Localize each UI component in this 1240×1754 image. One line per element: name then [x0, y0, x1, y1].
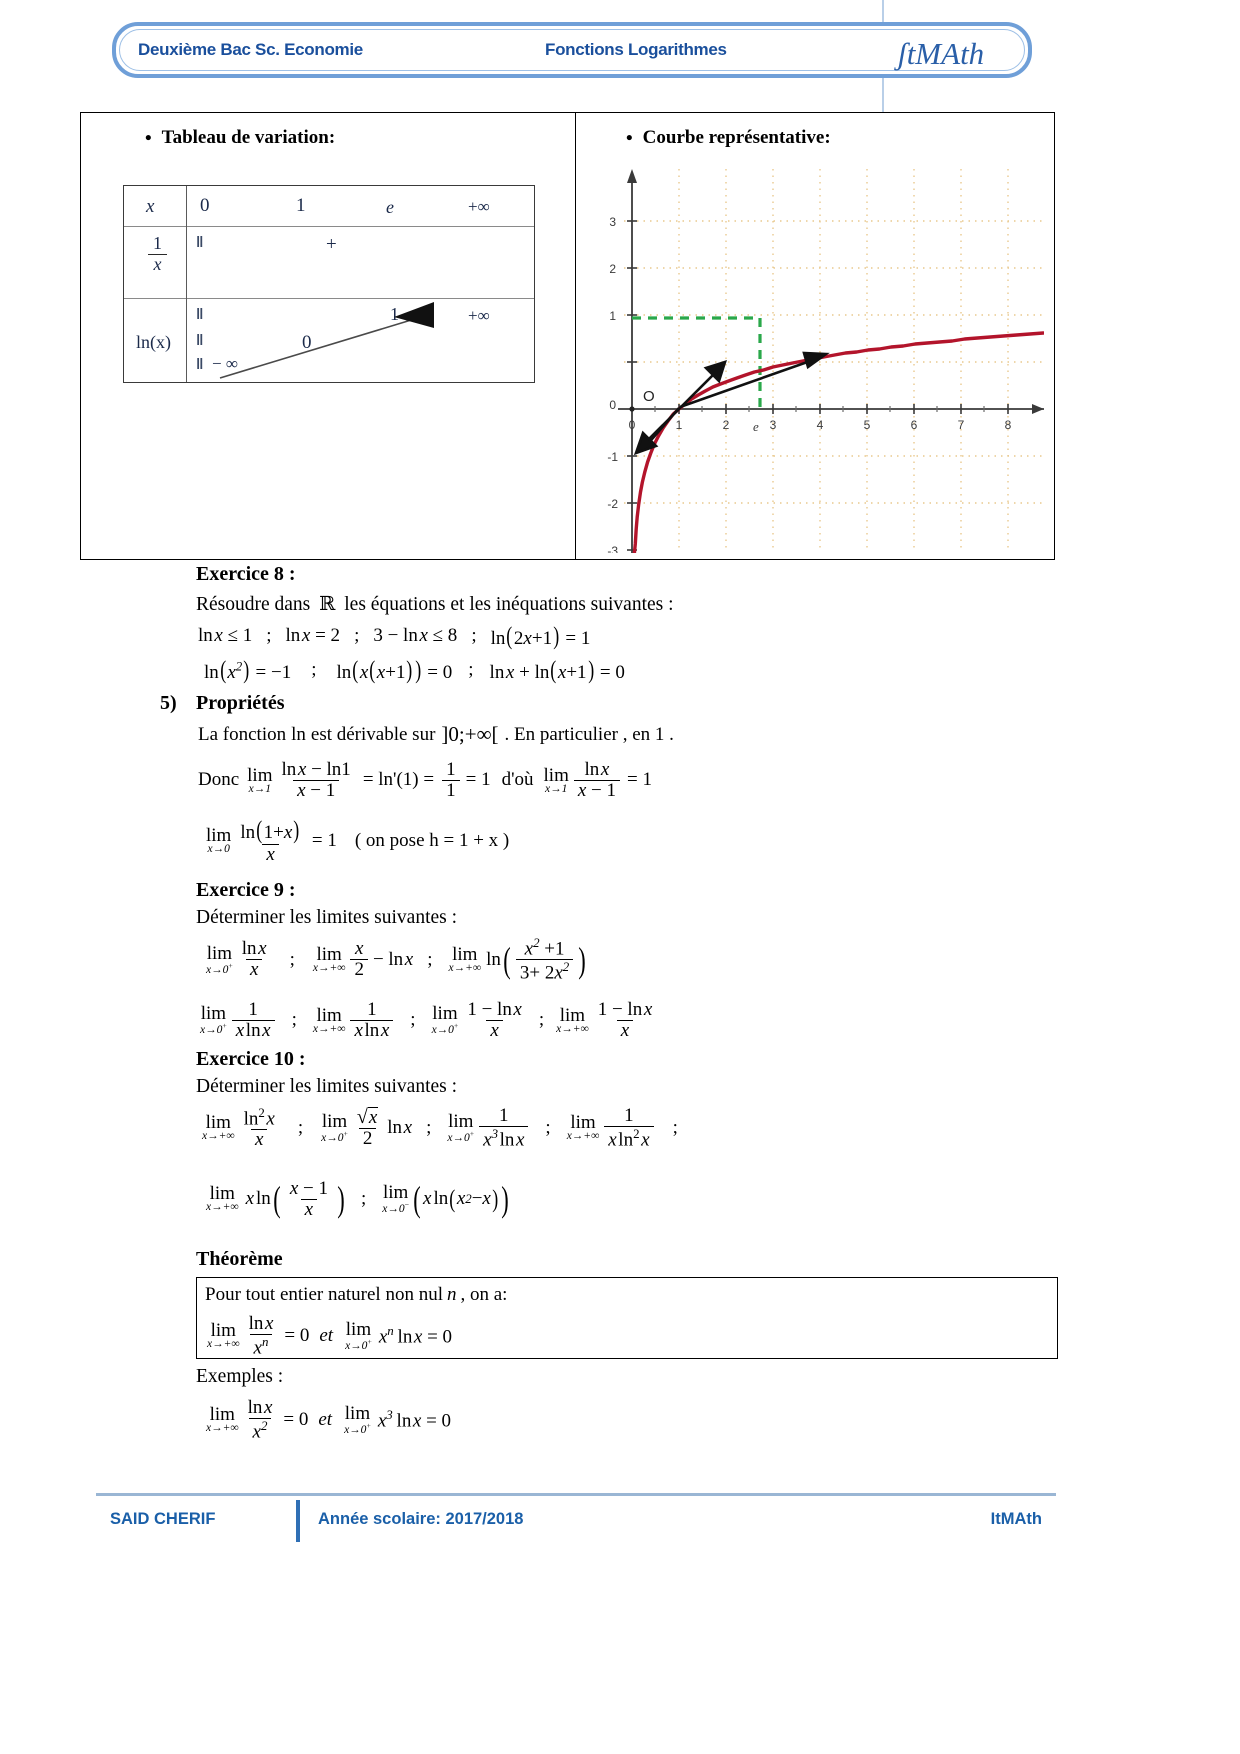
properties-interval: ]0;+∞[ — [441, 722, 499, 746]
x-axis-arrow — [1032, 404, 1044, 414]
exercise8-title: Exercice 8 : — [196, 563, 296, 585]
properties-note: ( on pose h = 1 + x ) — [354, 829, 510, 851]
properties-sentence-a: La fonction — [198, 723, 287, 745]
e10-frac-4-num: 1 — [624, 1105, 634, 1126]
brand-logo — [866, 32, 1016, 76]
limit-operator-th-1: lim x→+∞ — [207, 1320, 240, 1351]
fraction-2 — [574, 760, 620, 801]
theorem-et: et — [319, 1325, 334, 1347]
limit-operator-ex-1: lim x→+∞ — [206, 1404, 239, 1435]
svg-text:4: 4 — [816, 418, 824, 432]
y-tick-labels — [607, 215, 618, 553]
limit-operator-2: lim x→1 — [543, 764, 569, 795]
fraction-3-denominator: x — [262, 844, 278, 865]
grid-horizontal — [624, 221, 1044, 503]
e9-frac-6-den: x — [486, 1020, 502, 1041]
exercise8-instruction — [196, 592, 674, 616]
e10-frac-1-den: x — [251, 1129, 267, 1150]
e9-frac-3-den: $3+ 2x^2$ — [516, 959, 573, 983]
theorem-statement-b: , on a: — [460, 1284, 508, 1305]
x-tick-labels — [629, 418, 1012, 432]
properties-limit-1plusx — [204, 817, 509, 865]
exercise9-limits-row2: lim x→0+ $\frac{1}{\text{x ln x}}$ ; lim x→+∞ $\frac{1}{\text{x ln x}}$ ; lim x→0+ $\frac{\text{1 − ln x}}{x}$ ; lim x→+∞ $\frac{\text{1 − ln x}}{x}$ — [198, 1000, 659, 1041]
examples-frac-1 — [244, 1398, 277, 1442]
e10-frac-2 — [353, 1107, 382, 1149]
ln-function-graph — [594, 161, 1044, 553]
limit-operator-e9-5: lim x→+∞ — [312, 1004, 346, 1035]
examples-et: et — [318, 1409, 333, 1431]
function-label-text: ln(x) — [136, 332, 171, 352]
e9-frac-7 — [594, 1000, 657, 1041]
exercise8-instruction-b: les équations et les inéquations suivantes : — [344, 594, 674, 615]
bullet-icon: • — [626, 127, 633, 149]
header-class-title: Deuxième Bac Sc. Economie — [138, 40, 363, 59]
function-bar-bottom: ‖ — [196, 356, 203, 373]
e10-frac-4 — [604, 1106, 653, 1150]
theorem-frac-1 — [245, 1314, 278, 1358]
header-chapter-title: Fonctions Logarithmes — [545, 40, 727, 59]
sign-row-double-bar: ‖ — [196, 234, 203, 251]
e9-frac-1-den: x — [246, 959, 262, 980]
exercise10-title: Exercice 10 : — [196, 1048, 306, 1070]
graph-heading-text: Courbe représentative: — [642, 127, 831, 148]
e10-frac-2-num: √ x — [356, 1106, 378, 1129]
e10-frac-2-den: 2 — [359, 1128, 377, 1149]
limit-operator-e10-5: lim x→+∞ — [206, 1183, 239, 1214]
grid-vertical — [679, 169, 1008, 549]
e10-frac-1 — [240, 1106, 279, 1150]
fraction-1-denominator: x − 1 — [293, 780, 339, 801]
examples-frac-1-den: $x^2$ — [249, 1418, 272, 1442]
e10-frac-3-num: 1 — [499, 1105, 509, 1126]
svg-text:2: 2 — [722, 418, 730, 432]
e9-frac-6-num: 1 − ln x — [467, 999, 522, 1020]
variation-table — [123, 185, 535, 383]
real-numbers-symbol: ℝ — [319, 592, 336, 615]
brand-logo-text: ʃtMAth — [897, 36, 985, 71]
properties-eq2: = 1 — [627, 769, 652, 791]
footer-divider — [96, 1493, 1056, 1496]
svg-text:0: 0 — [628, 418, 636, 432]
exercise9-title: Exercice 9 : — [196, 879, 296, 901]
exercise10-limits-row2: lim x→+∞ x ln ( $\frac{x - 1}{x}$ ) ; lim x→0− ( x ln ( x 2 − x ) ) — [206, 1177, 510, 1220]
e9-frac-4 — [232, 1000, 275, 1041]
theorem-statement — [205, 1284, 507, 1306]
footer-author: SAID CHERIF — [110, 1510, 216, 1528]
ln-curve — [634, 333, 1043, 553]
theorem-formulas: lim x→+∞ $\frac{\text{ln x}}{x^n}$ = 0 et lim x→0+ $x^n$ ln x = 0 — [207, 1313, 453, 1359]
e10-frac-3 — [479, 1106, 528, 1150]
svg-text:-1: -1 — [607, 450, 618, 464]
fraction-2-numerator: ln x — [584, 759, 610, 780]
svg-text:-2: -2 — [607, 497, 618, 511]
svg-text:2: 2 — [609, 262, 616, 276]
e9-frac-1-num: ln x — [241, 938, 267, 960]
limit-operator-e10-4: lim x→+∞ — [566, 1112, 600, 1143]
variation-x-value-e: e — [386, 197, 394, 217]
footer-brand: ItMAth — [990, 1510, 1042, 1528]
exercise9-limits-row1: lim x→0+ $\frac{\text{ln x}}{x}$ ; lim x→+∞ $\frac{x}{2}$ − ln x ; lim x→+∞ ln ( $\frac{x^2 +1}{3+ 2x^2}$ ) — [206, 935, 586, 984]
exercise10-instruction: Déterminer les limites suivantes : — [196, 1076, 458, 1097]
properties-number: 5) — [160, 692, 177, 714]
x-label-e: e — [753, 419, 759, 434]
examples-result-1: = 0 — [283, 1409, 309, 1431]
function-right-limit: +∞ — [468, 306, 490, 325]
properties-derivative-limit — [198, 760, 652, 801]
origin-label: O — [643, 388, 655, 405]
e10-frac-1-num: $\ln^2$ x — [243, 1105, 275, 1130]
exercise8-equations-line1: ln x ≤ 1 ; ln x = 2 ; 3 − ln x ≤ 8 ; ln(2x+1) = 1 — [198, 621, 591, 650]
increasing-arrow-icon — [186, 298, 474, 384]
svg-text:0: 0 — [609, 398, 616, 412]
e9-frac-5-den: x ln x — [350, 1020, 393, 1041]
svg-text:3: 3 — [609, 215, 616, 229]
e9-frac-3-num: $x^2 +1$ — [524, 935, 565, 960]
sign-row-plus: + — [326, 234, 337, 255]
one-den: 1 — [442, 780, 460, 801]
exercise8-instruction-a: Résoudre dans — [196, 594, 311, 615]
theorem-statement-n: n — [446, 1284, 457, 1305]
svg-text:-3: -3 — [607, 544, 618, 553]
fraction-one-over-one — [442, 760, 460, 801]
one-num: 1 — [446, 759, 456, 780]
e9-frac-5 — [350, 1000, 393, 1041]
variation-x-value-0: 0 — [200, 195, 210, 216]
function-value-at-e: 1 — [390, 304, 399, 324]
footer-separator — [296, 1500, 300, 1542]
variation-row-label-derivative — [148, 234, 167, 275]
derivative-denominator: x — [153, 253, 162, 274]
exercise10-limits-row1: lim x→+∞ $\frac{\ln^2 x}{x}$ ; lim x→0+ √ x 2 ln x ; lim x→0+ $\frac{1}{x^3 \ln x}$ ; lim x→+∞ $\frac{1}{x \ln^2 x}$ ; — [202, 1105, 678, 1151]
variation-x-value-inf: +∞ — [468, 197, 490, 216]
origin-point — [629, 406, 634, 411]
e9-frac-5-num: 1 — [367, 999, 377, 1020]
limit-subscript-3: x→0 — [207, 843, 230, 856]
fraction-1-numerator: ln x − ln1 — [281, 759, 351, 780]
limit-operator-e10-6: lim x→0− — [382, 1181, 410, 1215]
function-value-at-1: 0 — [302, 332, 312, 353]
svg-text:7: 7 — [957, 418, 965, 432]
footer-school-year: Année scolaire: 2017/2018 — [318, 1510, 524, 1528]
properties-ln: ln — [291, 723, 306, 745]
function-left-limit: − ∞ — [212, 354, 238, 373]
e10-frac-5-num: x − 1 — [289, 1177, 328, 1199]
limit-operator-e10-1: lim x→+∞ — [202, 1112, 235, 1143]
svg-text:5: 5 — [863, 418, 871, 432]
properties-sentence-b: est dérivable sur — [310, 723, 436, 745]
e10-frac-4-den: x $\ln^2$ x — [604, 1126, 653, 1150]
limit-operator-e9-7: lim x→+∞ — [556, 1004, 589, 1035]
e9-frac-3 — [516, 936, 573, 984]
variation-table-panel — [81, 113, 576, 559]
asymptote-arrow — [646, 408, 679, 446]
limit-operator-th-2: lim x→0+ — [345, 1318, 372, 1352]
function-bar-top: ‖ — [196, 306, 203, 323]
e9-frac-4-den: x ln x — [232, 1020, 275, 1041]
e9-frac-2-num: x — [354, 938, 364, 960]
page-footer — [96, 1500, 1056, 1542]
function-bar-mid: ‖ — [196, 332, 203, 349]
e9-frac-4-num: 1 — [248, 999, 258, 1020]
svg-text:1: 1 — [609, 309, 616, 323]
properties-sentence-c: . En particulier , en 1 . — [504, 723, 674, 745]
properties-sentence — [198, 722, 674, 747]
limit-subscript-1: x→1 — [248, 782, 271, 795]
e9-frac-2-den: 2 — [350, 959, 368, 980]
e9-frac-1 — [238, 939, 271, 980]
fraction-2-denominator: x − 1 — [574, 780, 620, 801]
svg-text:3: 3 — [769, 418, 777, 432]
theorem-statement-a: Pour tout entier naturel non nul — [205, 1284, 443, 1305]
svg-text:8: 8 — [1004, 418, 1012, 432]
graph-svg — [594, 161, 1044, 553]
theorem-frac-1-den: $x^n$ — [250, 1334, 273, 1358]
theorem-box — [196, 1277, 1058, 1359]
header-inner-border — [119, 29, 1025, 71]
properties-donc: Donc — [198, 769, 240, 791]
limit-operator-e10-3: lim x→0+ — [447, 1110, 475, 1144]
limit-operator-e9-6: lim x→0+ — [431, 1003, 459, 1037]
properties-eq1b: = 1 — [465, 769, 491, 791]
e9-frac-7-num: 1 − ln x — [597, 999, 653, 1020]
variation-x-value-1: 1 — [296, 195, 306, 216]
e9-frac-6 — [463, 1000, 526, 1041]
e9-frac-7-den: x — [617, 1020, 633, 1041]
properties-eq3: = 1 — [311, 829, 337, 851]
limit-subscript-2: x→1 — [545, 782, 568, 795]
top-panel — [80, 112, 1055, 560]
e10-frac-5-den: x — [301, 1199, 317, 1220]
e9-frac-2 — [350, 939, 368, 980]
derivative-numerator: 1 — [148, 234, 167, 255]
variation-row-label-function — [136, 332, 171, 353]
examples-formulas: lim x→+∞ $\frac{\text{ln x}}{x^2}$ = 0 et lim x→0+ $x^3$ ln x = 0 — [206, 1397, 452, 1443]
fraction-1 — [278, 760, 355, 801]
variation-table-heading-text: Tableau de variation: — [161, 127, 336, 148]
limit-operator-e9-4: lim x→0+ — [200, 1003, 227, 1037]
limit-operator-e9-1: lim x→0+ — [206, 942, 233, 976]
examples-frac-1-num: ln x — [247, 1397, 273, 1418]
e10-frac-5 — [286, 1179, 332, 1220]
exercise9-instruction: Déterminer les limites suivantes : — [196, 907, 458, 928]
page-header-band — [112, 22, 1032, 78]
fraction-3-numerator: ln(1+x) — [240, 815, 300, 844]
svg-text:1: 1 — [675, 418, 683, 432]
theorem-title: Théorème — [196, 1248, 283, 1270]
limit-operator-1: lim x→1 — [247, 764, 273, 795]
e10-frac-3-den: $x^3$ ln x — [479, 1126, 528, 1150]
exercise8-equations-line2: $\ln(x^2) = -1$ ; ln(x(x+1)) = 0 ; ln x + ln(x+1) = 0 — [204, 655, 625, 684]
limit-operator-e10-2: lim x→0+ — [321, 1110, 348, 1144]
variation-table-heading — [145, 127, 335, 149]
properties-eq1: = ln'(1) = — [362, 769, 435, 791]
limit-operator-3: lim x→0 — [206, 825, 232, 856]
y-axis-arrow — [627, 169, 637, 183]
limit-operator-e9-2: lim x→+∞ — [312, 944, 346, 975]
svg-text:6: 6 — [910, 418, 918, 432]
limit-operator-ex-2: lim x→0+ — [344, 1402, 371, 1436]
properties-dou: d'où — [501, 769, 534, 791]
examples-title: Exemples : — [196, 1366, 284, 1387]
graph-panel — [576, 113, 1054, 559]
theorem-result-1: = 0 — [284, 1325, 310, 1347]
properties-title: Propriétés — [196, 692, 285, 714]
bullet-icon: • — [145, 127, 152, 149]
graph-heading — [626, 127, 831, 149]
limit-operator-e9-3: lim x→+∞ — [448, 944, 482, 975]
theorem-frac-1-num: ln x — [248, 1313, 274, 1334]
fraction-3 — [236, 817, 305, 865]
variation-row-label-x: x — [146, 196, 155, 217]
